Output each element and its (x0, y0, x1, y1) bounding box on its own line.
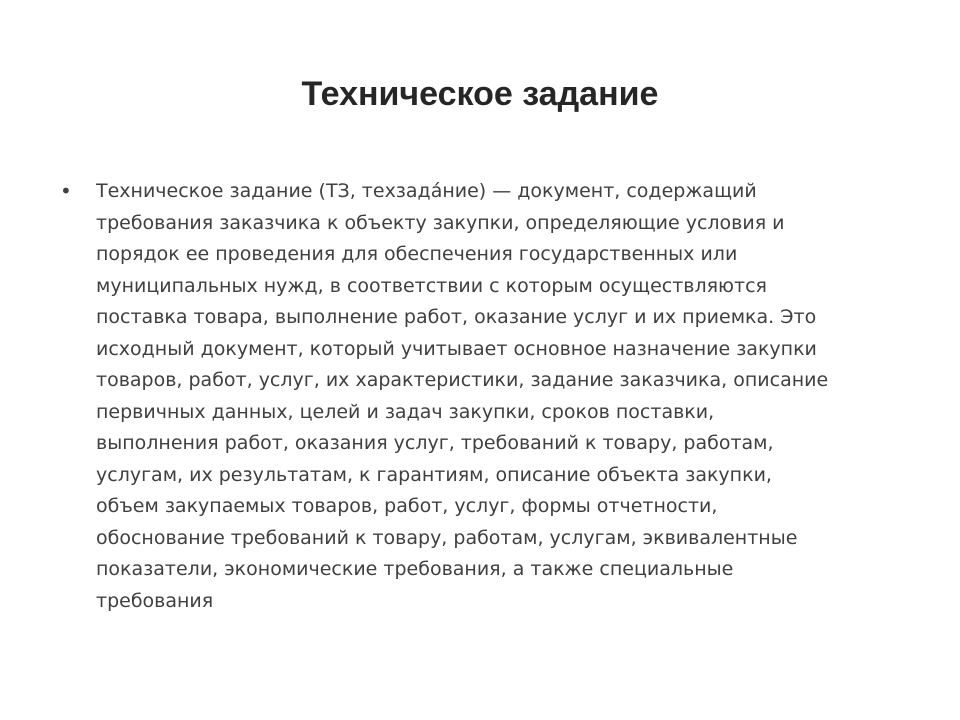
text-line: порядок ее проведения для обеспечения государственных или (96, 243, 738, 265)
text-line: требования (96, 589, 214, 612)
text-line: требования заказчика к объекту закупки, определяющие условия и (96, 211, 785, 234)
text-line: товаров, работ, услуг, их характеристики, задание заказчика, описание (96, 369, 829, 391)
text-line: исходный документ, который учитывает основное назначение закупки (96, 337, 817, 360)
bullet-text (96, 176, 910, 617)
text-line: первичных данных, целей и задач закупки, сроков поставки, (96, 400, 715, 423)
text-line: объем закупаемых товаров, работ, услуг, формы отчетности, (96, 495, 718, 517)
slide-content (60, 176, 910, 617)
text-line: показатели, экономические требования, а также специальные (96, 558, 734, 580)
text-line: выполнения работ, оказания услуг, требований к товару, работам, (96, 432, 774, 454)
text-line: обоснование требований к товару, работам, услугам, эквивалентные (96, 526, 798, 549)
text-line: поставка товара, выполнение работ, оказание услуг и их приемка. Это (96, 306, 817, 328)
bullet-list (60, 176, 910, 617)
bullet-dot-icon: • (60, 179, 72, 203)
slide-title: Техническое задание (301, 75, 659, 113)
text-line: Техническое задание (ТЗ, техзада́ние) — документ, содержащий (96, 180, 757, 202)
text-line: муниципальных нужд, в соответствии с которым осуществляются (96, 274, 767, 297)
text-line: услугам, их результатам, к гарантиям, описание объекта закупки, (96, 463, 772, 486)
bullet-item (60, 176, 910, 617)
